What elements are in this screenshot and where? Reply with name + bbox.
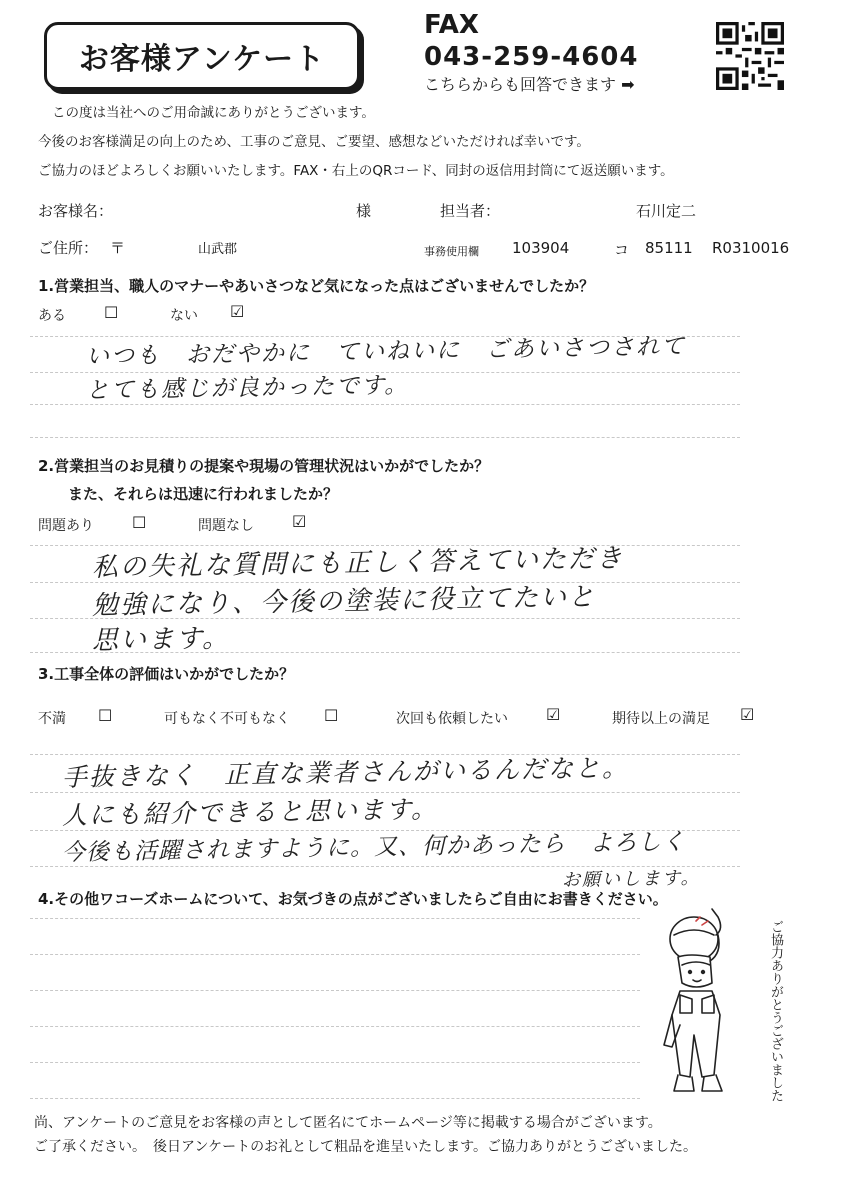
q3-answer-line-2: 人にも紹介できると思います。 <box>61 794 439 830</box>
q3-answer-line-4: お願いします。 <box>561 867 701 891</box>
address-label: ご住所： <box>38 239 99 257</box>
answer-rule <box>30 918 640 919</box>
customer-name-label: お客様名： <box>38 202 114 220</box>
q2-answer-line-2: 勉強になり、今後の塗装に役立てたいと <box>91 582 597 621</box>
office-mark: コ <box>614 241 630 259</box>
answer-rule <box>30 1062 640 1063</box>
postal-mark: 〒 <box>110 239 126 257</box>
staff-name: 石川定二 <box>636 202 697 220</box>
q1-answer-line-2: とても感じが良かったです。 <box>85 372 410 404</box>
q2-option-no-problem: 問題なし <box>198 518 254 534</box>
address-value: 山武郡 <box>198 242 238 257</box>
answer-rule <box>30 954 640 955</box>
office-code-2: 85111 <box>645 239 693 257</box>
q3-answer-line-1: 手抜きなく 正直な業者さんがいるんだなと。 <box>61 753 630 792</box>
q3-checkbox-neutral[interactable]: ☐ <box>324 706 339 725</box>
question-2-line-1: 2.営業担当のお見積りの提案や現場の管理状況はいかがでしたか？ <box>38 457 490 475</box>
q2-option-problem: 問題あり <box>38 518 94 534</box>
question-3: 3.工事全体の評価はいかがでしたか？ <box>38 665 295 683</box>
intro-line-1: この度は当社へのご用命誠にありがとうございます。 <box>52 105 375 121</box>
q2-answer-line-3: 思います。 <box>91 623 231 656</box>
footer-line-1: 尚、アンケートのご意見をお客様の声として匿名にてホームページ等に掲載する場合がございます。 <box>34 1115 662 1131</box>
office-use-label: 事務使用欄 <box>424 245 479 258</box>
q2-checkbox-problem[interactable]: ☐ <box>132 513 147 532</box>
fax-number: 043-259-4604 <box>424 42 639 72</box>
survey-title: お客様アンケート <box>44 22 360 90</box>
q1-option-no: ない <box>170 308 198 324</box>
fax-label: FAX <box>424 10 479 40</box>
q3-checkbox-request-again[interactable]: ☑ <box>546 705 561 724</box>
answer-rule <box>30 404 740 405</box>
q3-checkbox-exceeded[interactable]: ☑ <box>740 705 755 724</box>
q3-answer-line-3: 今後も活躍されますように。又、何かあったら よろしく <box>61 829 686 866</box>
qr-note: こちらからも回答できます ➡ <box>424 75 635 94</box>
staff-label: 担当者： <box>440 202 501 220</box>
q3-option-request-again: 次回も依頼したい <box>396 711 508 727</box>
q1-checkbox-yes[interactable]: ☐ <box>104 303 119 322</box>
honorific-label: 様 <box>356 202 372 220</box>
answer-rule <box>30 437 740 438</box>
question-2-line-2: また、それらは迅速に行われましたか？ <box>68 485 339 503</box>
q3-option-exceeded: 期待以上の満足 <box>612 711 710 727</box>
q3-checkbox-dissatisfied[interactable]: ☐ <box>98 706 113 725</box>
qr-code-icon[interactable] <box>716 22 784 90</box>
question-1: 1.営業担当、職人のマナーやあいさつなど気になった点はございませんでしたか？ <box>38 277 595 295</box>
office-code-1: 103904 <box>512 239 570 257</box>
q2-checkbox-no-problem[interactable]: ☑ <box>292 512 307 531</box>
question-4: 4.その他ワコーズホームについて、お気づきの点がございましたらご自由にお書きください。 <box>38 890 668 908</box>
q1-answer-line-1: いつも おだやかに ていねいに ごあいさつされて <box>85 333 687 370</box>
q1-option-yes: ある <box>38 308 66 324</box>
q3-option-neutral: 可もなく不可もなく <box>164 711 290 727</box>
thank-you-vertical-note: ご協力ありがとうございました <box>768 920 783 1102</box>
worker-mascot-icon <box>650 895 760 1105</box>
footer-line-2: ご了承ください。 後日アンケートのお礼として粗品を進呈いたします。ご協力ありがとうございました。 <box>34 1139 698 1155</box>
answer-rule <box>30 1026 640 1027</box>
answer-rule <box>30 990 640 991</box>
q3-option-dissatisfied: 不満 <box>38 711 66 727</box>
answer-rule <box>30 1098 640 1099</box>
q1-checkbox-no[interactable]: ☑ <box>230 302 245 321</box>
intro-line-3: ご協力のほどよろしくお願いいたします。FAX・右上のQRコード、同封の返信用封筒にて返送願います。 <box>38 163 674 179</box>
office-code-3: R0310016 <box>712 239 790 257</box>
q2-answer-line-1: 私の失礼な質問にも正しく答えていただき <box>91 543 625 583</box>
intro-line-2: 今後のお客様満足の向上のため、工事のご意見、ご要望、感想などいただければ幸いです。 <box>38 134 590 150</box>
